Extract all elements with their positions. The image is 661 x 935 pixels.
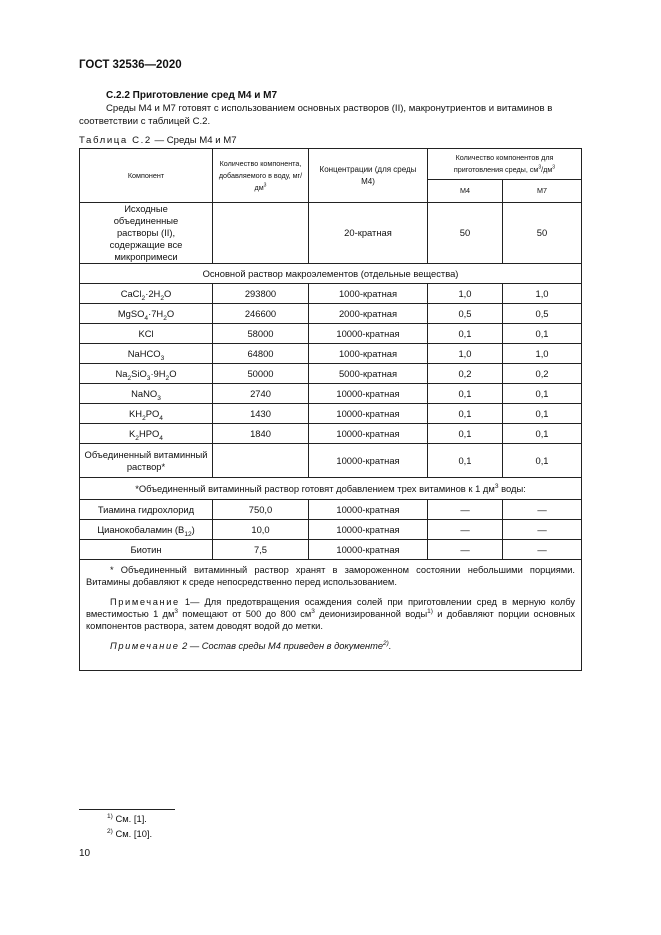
cell-m4: — xyxy=(428,540,503,560)
cell-m7: 0,1 xyxy=(503,324,582,344)
cell-formula: $MgSO_4\cdot 7H_2O$ xyxy=(80,304,213,324)
cell-concentration: 10000-кратная xyxy=(309,500,428,520)
cell-amount: 58000 xyxy=(213,324,309,344)
cell-formula: $CaCl_2\cdot 2H_2O$ xyxy=(80,284,213,304)
table-row xyxy=(80,500,582,520)
table-vitamin-note-row xyxy=(80,478,582,500)
table-row xyxy=(80,520,582,540)
cell-amount: 10,0 xyxy=(213,520,309,540)
cell-m7: 0,1 xyxy=(503,424,582,444)
cell-m7: — xyxy=(503,540,582,560)
cell-formula: $KH_2PO_4$ xyxy=(80,404,213,424)
cell-concentration: 1000-кратная xyxy=(309,344,428,364)
cell-m4: 1,0 xyxy=(428,344,503,364)
cell-m7: — xyxy=(503,520,582,540)
footnote-2: $^{2)}$ См. [10]. xyxy=(107,827,153,839)
table-row xyxy=(80,404,582,424)
cell-formula: NaHCO$_3$ xyxy=(80,344,213,364)
macro-header: Основной раствор макроэлементов (отдельные вещества) xyxy=(80,264,582,284)
cell-m4: 0,1 xyxy=(428,424,503,444)
table-header-row xyxy=(80,149,582,180)
cell-m4: 0,5 xyxy=(428,304,503,324)
table-notes-row xyxy=(80,560,582,671)
table-row-vitamin-mix xyxy=(80,444,582,478)
cell-formula: $Na_2SiO_3\cdot 9H_2O$ xyxy=(80,364,213,384)
cell-m7: — xyxy=(503,500,582,520)
table-row xyxy=(80,364,582,384)
cell-concentration: 10000-кратная xyxy=(309,404,428,424)
table-caption-label: Таблица С.2 xyxy=(79,135,152,146)
header-m7: М7 xyxy=(503,180,582,203)
table-row xyxy=(80,424,582,444)
cell-amount: 64800 xyxy=(213,344,309,364)
cell-amount: 750,0 xyxy=(213,500,309,520)
cell-m4: 0,2 xyxy=(428,364,503,384)
cell-concentration: 10000-кратная xyxy=(309,444,428,478)
cell-m7: 0,5 xyxy=(503,304,582,324)
table-caption-text: — Среды М4 и М7 xyxy=(154,135,237,146)
cell-formula: KCl xyxy=(80,324,213,344)
table-macro-header-row xyxy=(80,264,582,284)
cell-concentration: 20-кратная xyxy=(309,203,428,264)
table-row xyxy=(80,344,582,364)
cell-amount: 2740 xyxy=(213,384,309,404)
cell-concentration: 10000-кратная xyxy=(309,324,428,344)
header-concentration: Концентрации (для среды М4) xyxy=(309,149,428,203)
cell-component: Исходные объединенные растворы (II), содержащие все микропримеси xyxy=(80,203,213,264)
cell-amount xyxy=(213,444,309,478)
table-row xyxy=(80,384,582,404)
cell-vitamin-name: Тиамина гидрохлорид xyxy=(80,500,213,520)
cell-amount: 293800 xyxy=(213,284,309,304)
header-component: Компонент xyxy=(80,149,213,203)
cell-concentration: 5000-кратная xyxy=(309,364,428,384)
table-caption xyxy=(79,135,237,146)
cell-amount: 246600 xyxy=(213,304,309,324)
table-notes xyxy=(80,560,582,671)
cell-m7: 0,2 xyxy=(503,364,582,384)
header-amount: Количество компонента, добавляемого в воду, $мг/дм^3$ xyxy=(213,149,309,203)
cell-amount: 1840 xyxy=(213,424,309,444)
cell-m7: 1,0 xyxy=(503,284,582,304)
cell-m4: — xyxy=(428,500,503,520)
page-number: 10 xyxy=(79,848,91,859)
cell-m4: 0,1 xyxy=(428,384,503,404)
cell-concentration: 10000-кратная xyxy=(309,520,428,540)
header-m4: М4 xyxy=(428,180,503,203)
cell-concentration: 10000-кратная xyxy=(309,384,428,404)
cell-amount: 1430 xyxy=(213,404,309,424)
cell-m4: 0,1 xyxy=(428,444,503,478)
note-1: Примечание 1— Для предотвращения осаждения солей при приготовлении сред в мерную колбу вместимостью 1 $дм^3$ помещают от 500 до 800 $см^3$ деионизированной воды$^{1)}$ и добавляют порции основных компонентов раствора, затем доводят водой до метки. xyxy=(86,597,576,631)
note-2: Примечание 2 — Состав среды М4 приведен в документе$^{2)}$. xyxy=(110,639,392,651)
cell-m7: 50 xyxy=(503,203,582,264)
table-row xyxy=(80,304,582,324)
footnote-1: $^{1)}$ См. [1]. xyxy=(107,812,147,824)
cell-concentration: 1000-кратная xyxy=(309,284,428,304)
cell-concentration: 2000-кратная xyxy=(309,304,428,324)
cell-concentration: 10000-кратная xyxy=(309,424,428,444)
cell-vitamin-name: Цианокобаламин $(B_{12})$ xyxy=(80,520,213,540)
note-star: * Объединенный витаминный раствор хранят в замороженном состоянии небольшими порциями. Витамины добавляют к среде непосредственно перед использованием. xyxy=(86,565,576,587)
table-row-stock xyxy=(80,203,582,264)
footnote-separator xyxy=(79,809,175,810)
media-table xyxy=(79,148,582,671)
cell-m7: 0,1 xyxy=(503,384,582,404)
cell-concentration: 10000-кратная xyxy=(309,540,428,560)
cell-m4: 50 xyxy=(428,203,503,264)
cell-m4: 0,1 xyxy=(428,324,503,344)
cell-m7: 0,1 xyxy=(503,444,582,478)
cell-m7: 1,0 xyxy=(503,344,582,364)
cell-amount: 7,5 xyxy=(213,540,309,560)
cell-m7: 0,1 xyxy=(503,404,582,424)
section-title: С.2.2 Приготовление сред М4 и М7 xyxy=(106,90,278,101)
cell-component: Объединенный витаминный раствор* xyxy=(80,444,213,478)
document-header: ГОСТ 32536—2020 xyxy=(79,59,182,71)
cell-m4: 0,1 xyxy=(428,404,503,424)
cell-formula: NaNO$_3$ xyxy=(80,384,213,404)
cell-amount xyxy=(213,203,309,264)
table-row xyxy=(80,284,582,304)
cell-m4: — xyxy=(428,520,503,540)
table-row xyxy=(80,324,582,344)
cell-vitamin-name: Биотин xyxy=(80,540,213,560)
cell-m4: 1,0 xyxy=(428,284,503,304)
table-row xyxy=(80,540,582,560)
cell-formula: $K_2HPO_4$ xyxy=(80,424,213,444)
section-intro: Среды М4 и М7 готовят с использованием основных растворов (II), макронутриентов и витаминов в соответствии с таблицей С.2. xyxy=(79,103,553,127)
vitamin-note: *Объединенный витаминный раствор готовят добавлением трех витаминов к 1 $дм^3$ воды: xyxy=(80,478,582,500)
cell-amount: 50000 xyxy=(213,364,309,384)
header-count: Количество компонентов для приготовления среды, $см^3/дм^3$ xyxy=(428,149,582,180)
